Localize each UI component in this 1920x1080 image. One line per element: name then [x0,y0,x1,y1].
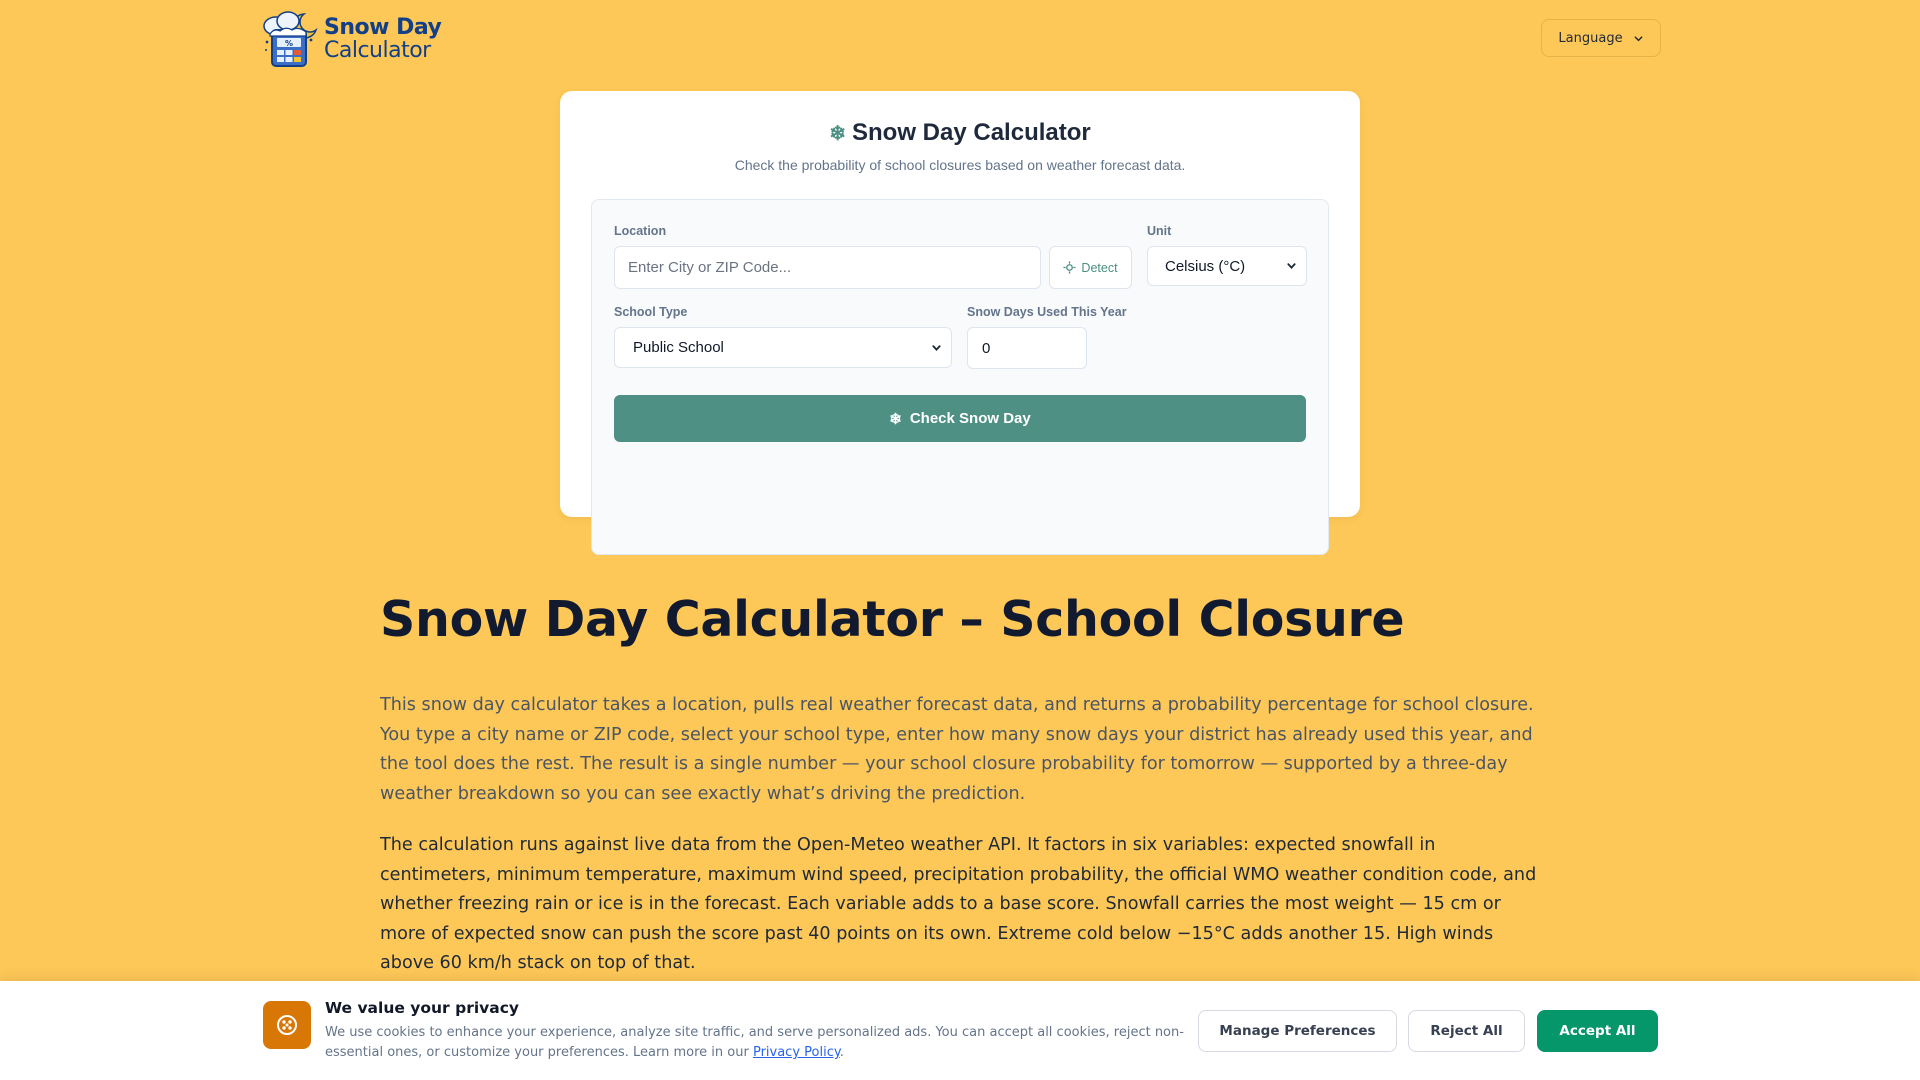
location-label: Location [614,224,667,238]
article-content [380,590,1540,979]
unit-select[interactable]: Celsius (°C) [1147,246,1307,286]
cookie-title: We value your privacy [325,999,520,1017]
check-snow-day-button[interactable] [614,395,1306,442]
reject-all-button[interactable]: Reject All [1408,1010,1525,1052]
intro-paragraph: This snow day calculator takes a location, pulls real weather forecast data, and returns a probability percentage for school closure. You type a city name or ZIP code, select your school type, enter how many snow days your district has already used this year, and the tool does the rest. The result is a single number — your school closure probability for tomorrow — supported by a three-day weather breakdown so you can see exactly what’s driving the prediction. [380,695,1534,804]
snow-days-used-label: Snow Days Used This Year [967,305,1127,319]
page-title: Snow Day Calculator – School Closure [380,591,1405,648]
detect-location-button[interactable] [1049,246,1132,289]
unit-label: Unit [1147,224,1172,238]
calculator-subtitle: Check the probability of school closures based on weather forecast data. [734,157,1186,173]
calculation-paragraph: The calculation runs against live data from the Open-Meteo weather API. It factors in six variables: expected snowfall in centimeters, minimum temperature, maximum wind speed, precipitation probability, the official WMO weather condition code, and whether freezing rain or ice is in the forecast. Each variable adds to a base score. Snowfall carries the most weight — 15 cm or more of expected snow can push the score past 40 points on its own. Extreme cold below −15°C adds another 15. High winds above 60 km/h stack on top of that. [380,835,1537,973]
logo-text-line2: Calculator [324,38,431,63]
check-snow-day-label: Check Snow Day [909,410,1031,427]
site-header [0,0,1920,76]
snowflake-icon: ❄ [889,410,902,428]
chevron-down-icon [1286,261,1297,272]
svg-text:%: % [284,39,294,48]
calculator-form [591,199,1329,555]
cookie-icon [263,1001,311,1049]
manage-preferences-button[interactable]: Manage Preferences [1198,1010,1397,1052]
school-type-select[interactable]: Public School [614,327,952,368]
snow-days-used-input[interactable]: 0 [967,327,1087,369]
school-type-label: School Type [614,305,688,319]
logo-text-line1: Snow Day [324,15,442,40]
calculator-title: ❄ Snow Day Calculator [829,119,1091,146]
site-logo[interactable] [258,10,441,68]
language-label: Language [1558,30,1623,46]
chevron-down-icon [931,342,942,353]
logo-calculator-icon [258,10,322,68]
cookie-consent-banner [0,981,1920,1080]
chevron-down-icon [1633,33,1644,44]
accept-all-button[interactable]: Accept All [1537,1010,1658,1052]
snowflake-icon: ❄ [829,123,847,145]
crosshair-icon [1063,261,1076,274]
calculator-card [560,91,1360,517]
detect-label: Detect [1081,260,1118,275]
location-input[interactable]: Enter City or ZIP Code... [614,246,1041,289]
language-dropdown-button[interactable] [1541,19,1661,57]
privacy-policy-link[interactable]: Privacy Policy [752,1045,840,1060]
cookie-description: We use cookies to enhance your experience, analyze site traffic, and serve personalized ads. You can accept all cookies, reject non-essential ones, or customize your preferences. Learn more in our Privacy Policy. [325,1025,1184,1060]
